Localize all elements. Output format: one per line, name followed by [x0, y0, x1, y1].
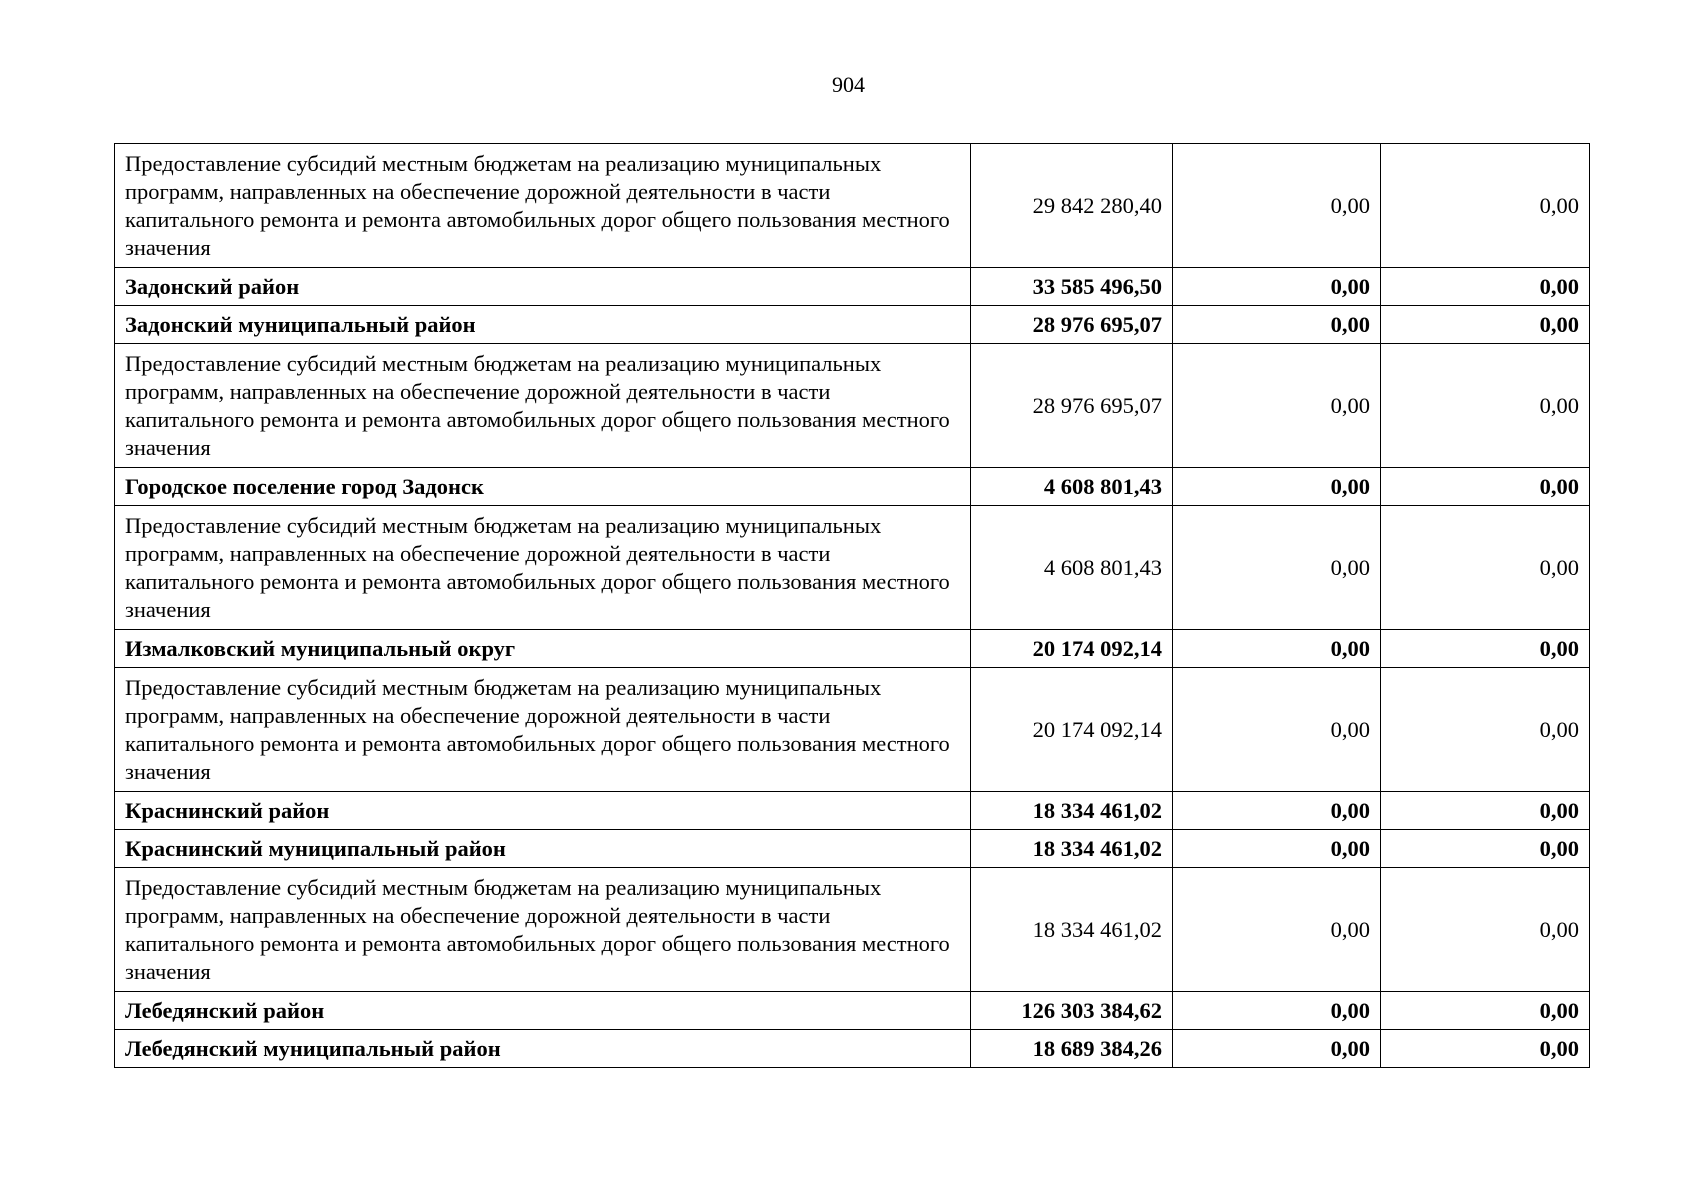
row-name-cell: Измалковский муниципальный округ [115, 630, 971, 668]
value-cell-year-3: 0,00 [1381, 868, 1590, 992]
table-row [115, 830, 1590, 868]
table-row [115, 306, 1590, 344]
value-cell-year-1: 18 689 384,26 [971, 1030, 1173, 1068]
value-cell-year-3: 0,00 [1381, 1030, 1590, 1068]
row-name-cell: Предоставление субсидий местным бюджетам на реализацию муниципальных программ, направленных на обеспечение дорожной деятельности в части капитального ремонта и ремонта автомобильных дорог общего пользования местного значения [115, 668, 971, 792]
value-cell-year-1: 4 608 801,43 [971, 468, 1173, 506]
row-name-cell: Краснинский муниципальный район [115, 830, 971, 868]
value-cell-year-2: 0,00 [1173, 868, 1381, 992]
value-cell-year-2: 0,00 [1173, 830, 1381, 868]
value-cell-year-3: 0,00 [1381, 992, 1590, 1030]
value-cell-year-1: 28 976 695,07 [971, 306, 1173, 344]
table-row [115, 1030, 1590, 1068]
value-cell-year-1: 18 334 461,02 [971, 792, 1173, 830]
value-cell-year-2: 0,00 [1173, 344, 1381, 468]
value-cell-year-1: 4 608 801,43 [971, 506, 1173, 630]
table-row [115, 344, 1590, 468]
table-row [115, 468, 1590, 506]
value-cell-year-2: 0,00 [1173, 792, 1381, 830]
table-body [115, 144, 1590, 1068]
row-name-cell: Лебедянский район [115, 992, 971, 1030]
value-cell-year-3: 0,00 [1381, 144, 1590, 268]
value-cell-year-3: 0,00 [1381, 506, 1590, 630]
value-cell-year-2: 0,00 [1173, 668, 1381, 792]
value-cell-year-2: 0,00 [1173, 992, 1381, 1030]
value-cell-year-2: 0,00 [1173, 1030, 1381, 1068]
row-name-cell: Предоставление субсидий местным бюджетам на реализацию муниципальных программ, направленных на обеспечение дорожной деятельности в части капитального ремонта и ремонта автомобильных дорог общего пользования местного значения [115, 344, 971, 468]
value-cell-year-1: 33 585 496,50 [971, 268, 1173, 306]
value-cell-year-1: 18 334 461,02 [971, 830, 1173, 868]
table-row [115, 792, 1590, 830]
table-row [115, 144, 1590, 268]
value-cell-year-1: 18 334 461,02 [971, 868, 1173, 992]
row-name-cell: Предоставление субсидий местным бюджетам на реализацию муниципальных программ, направленных на обеспечение дорожной деятельности в части капитального ремонта и ремонта автомобильных дорог общего пользования местного значения [115, 868, 971, 992]
value-cell-year-2: 0,00 [1173, 506, 1381, 630]
value-cell-year-3: 0,00 [1381, 306, 1590, 344]
value-cell-year-1: 126 303 384,62 [971, 992, 1173, 1030]
value-cell-year-1: 20 174 092,14 [971, 668, 1173, 792]
table-row [115, 992, 1590, 1030]
value-cell-year-1: 29 842 280,40 [971, 144, 1173, 268]
value-cell-year-2: 0,00 [1173, 144, 1381, 268]
row-name-cell: Городское поселение город Задонск [115, 468, 971, 506]
row-name-cell: Задонский район [115, 268, 971, 306]
page-number: 904 [832, 72, 865, 97]
value-cell-year-3: 0,00 [1381, 668, 1590, 792]
value-cell-year-3: 0,00 [1381, 630, 1590, 668]
row-name-cell: Лебедянский муниципальный район [115, 1030, 971, 1068]
table-row [115, 668, 1590, 792]
value-cell-year-2: 0,00 [1173, 468, 1381, 506]
value-cell-year-1: 20 174 092,14 [971, 630, 1173, 668]
table-row [115, 268, 1590, 306]
value-cell-year-3: 0,00 [1381, 268, 1590, 306]
row-name-cell: Краснинский район [115, 792, 971, 830]
value-cell-year-1: 28 976 695,07 [971, 344, 1173, 468]
value-cell-year-2: 0,00 [1173, 630, 1381, 668]
value-cell-year-3: 0,00 [1381, 792, 1590, 830]
value-cell-year-3: 0,00 [1381, 468, 1590, 506]
value-cell-year-2: 0,00 [1173, 268, 1381, 306]
value-cell-year-3: 0,00 [1381, 830, 1590, 868]
value-cell-year-3: 0,00 [1381, 344, 1590, 468]
row-name-cell: Задонский муниципальный район [115, 306, 971, 344]
budget-table [114, 143, 1590, 1068]
table-row [115, 868, 1590, 992]
table-row [115, 506, 1590, 630]
row-name-cell: Предоставление субсидий местным бюджетам на реализацию муниципальных программ, направленных на обеспечение дорожной деятельности в части капитального ремонта и ремонта автомобильных дорог общего пользования местного значения [115, 144, 971, 268]
row-name-cell: Предоставление субсидий местным бюджетам на реализацию муниципальных программ, направленных на обеспечение дорожной деятельности в части капитального ремонта и ремонта автомобильных дорог общего пользования местного значения [115, 506, 971, 630]
value-cell-year-2: 0,00 [1173, 306, 1381, 344]
table-row [115, 630, 1590, 668]
